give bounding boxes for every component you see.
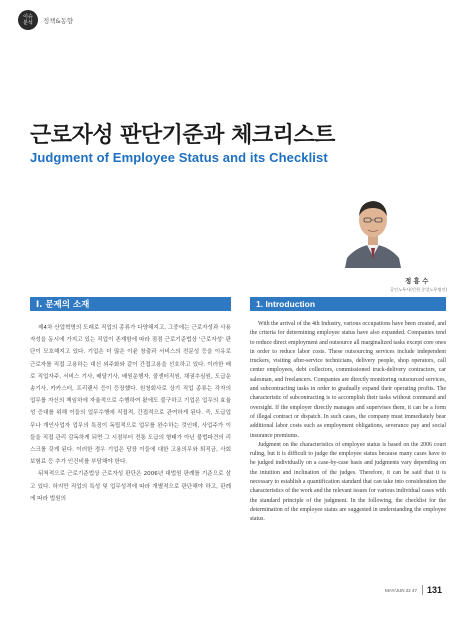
section-heading-korean-text: I. 문제의 소재 (36, 300, 90, 310)
body-column-korean (30, 322, 231, 570)
title-english: Judgment of Employee Status and its Checklist (30, 150, 328, 165)
page-footer (385, 585, 442, 595)
section-heading-korean (30, 297, 231, 311)
body-column-english (250, 320, 446, 570)
footer-issue-label: MAY/JUN 22 47 (385, 587, 417, 593)
english-paragraph: With the arrival of the 4th Industry, various occupations have been created, and the criteria for determining employee status have also expanded. Companies tend to reduce direct employment and outsource all marginalized tasks except core ones in order to reduce labor costs. These outsourcing services include independent truckers, visiting after-service technicians, delivery people, shop operators, call center employees, debt collectors, commissioned truck-delivery contractors, car salesman, and freelancers. Companies are directly monitoring outsourced services, and subcontracting tasks in order to gradually expand their operating profits. The characteristic of subcontracting is to accomplish their tasks without command and oversight. If the employer directly manages and supervises them, it can be a form of illegal contract or dispatch. In such cases, the company must immediately bear additional labor costs such as employment obligations, severance pay and social insurance premiums. (250, 321, 446, 439)
english-paragraph: Judgment on the characteristics of employee status is based on the 2006 court ruling, but it is difficult to judge the employee status because many cases have to be judged individually on a case-by-case basis and judgments vary depending on the intuition and inclination of the judges. Therefore, it can be said that it is necessary to establish a quantification standard that can take into consideration the characteristics of the work and the relevant issues for various individual cases with the standard principle of the judgment. In the following, the checklist for the determination of the employee status are suggested in understanding the employee status. (250, 441, 446, 523)
section-label: 정책&동향 (43, 16, 74, 25)
title-korean: 근로자성 판단기준과 체크리스트 (30, 123, 335, 148)
korean-paragraph: 제4차 산업혁명의 도래로 직업의 종류가 다양해지고, 그중에는 근로자성과 사용자성을 동시에 가지고 있는 직업이 존재함에 따라 점점 근로기준법상 '근로자성' 판단이 모호해지고 있다. 기업은 더 많은 이윤 창출과 서비스의 전문성 등을 이유로 근로자를 직접 고용하는 대신 외주화와 같이 간접고용을 선호하고 있다. 이러한 배로 직업자주, 서비스 기사, 배달기사, 배원운행자, 콜센터직원, 채권추심원, 도급운송기사, 카카스터, 프리랜서 등이 등장했다. 원청회사로 상기 직업 종류는 각자의 업무를 자신의 책임하에 자율적으로 수행하여 왔에도 불구하고 기업은 업무의 효율성 증대를 위해 이들의 업무수행에 직접적, 간접적으로 관여하게 된다. 즉, 도급업무나 개인사업자 업무의 특징이 독립적으로 업무를 완수하는 것인데, 사업주가 이들을 직접 관리 감독하게 되면 그 시점부터 전통 도급의 형태가 아닌 불법파견의 리스크를 갖게 된다. 이러한 경우 기업은 당장 이들에 대한 고용의무와 퇴직금, 사회보험료 등 추가 인건비를 부담해야 한다. (30, 325, 231, 466)
author-portrait-image (317, 188, 430, 268)
author-photo (317, 188, 430, 268)
issue-badge (18, 10, 38, 30)
korean-paragraph: 뒤척적으로 근로기준법상 근로자성 판단은 2006년 대법원 판례를 기준으로 삼고 있다. 하지만 직업의 특성 및 업무성격에 따라 개별적으로 판단해야 하고, 판례에 따라 법원의 (30, 471, 231, 502)
page-header (18, 10, 73, 30)
page-number: 131 (422, 585, 442, 595)
author-affiliation: 공인노무사(인천 중앙노무법인) (390, 287, 448, 292)
section-heading-english-text: 1. Introduction (256, 299, 316, 309)
author-name: 정 흥 수 (405, 277, 429, 285)
section-heading-english (250, 297, 446, 311)
issue-badge-text: 이슈 분석 (23, 14, 33, 26)
